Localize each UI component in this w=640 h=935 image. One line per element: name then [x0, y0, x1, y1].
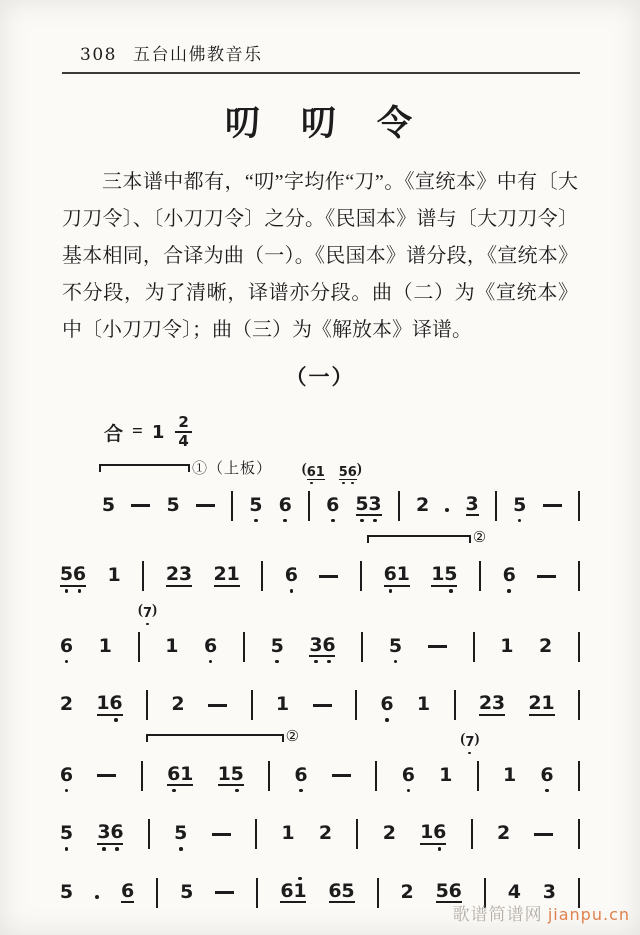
- watermark-site-name: 歌谱简谱网: [452, 905, 543, 924]
- barline: [375, 756, 377, 795]
- jianpu-note: 7: [465, 730, 474, 759]
- measure-row: [60, 557, 580, 599]
- tonic-number: 1: [151, 421, 165, 443]
- low-octave-dot: [389, 589, 393, 593]
- grace-notes: ( 7 ): [138, 601, 157, 630]
- jianpu-note: 6: [204, 627, 217, 669]
- dash-note: [428, 627, 447, 666]
- low-octave-dot: [373, 519, 377, 523]
- dash-note: [543, 486, 562, 525]
- measure-row: [60, 627, 580, 669]
- barline: [377, 873, 379, 912]
- dash-note: [97, 756, 116, 795]
- annotation-layer: [60, 731, 580, 756]
- jianpu-note: 1 6: [420, 815, 446, 857]
- low-octave-dot: [65, 847, 69, 851]
- low-octave-dot: [146, 623, 149, 626]
- low-octave-dot: [438, 847, 442, 851]
- equals-sign: =: [132, 421, 143, 442]
- score: [60, 461, 580, 915]
- grace-notes: ( 7 ): [460, 730, 479, 759]
- barline: [138, 627, 140, 666]
- annotation-layer: [60, 529, 580, 557]
- low-octave-dot: [385, 718, 389, 722]
- measure-row: [60, 686, 580, 728]
- jianpu-note: 4: [507, 880, 521, 903]
- low-octave-dot: [545, 789, 549, 793]
- barline: [308, 486, 310, 525]
- augmentation-dot: [95, 873, 99, 912]
- jianpu-note: 2 1: [213, 563, 240, 585]
- dash-note: [196, 486, 215, 525]
- barline: [141, 756, 143, 795]
- jianpu-note: 5: [101, 493, 116, 516]
- watermark-site-url: jianpu.cn: [547, 905, 630, 924]
- barline: [356, 815, 358, 854]
- phrase-bracket: [146, 729, 301, 745]
- annotation-layer: [60, 602, 580, 627]
- jianpu-note: 6: [540, 756, 553, 798]
- jianpu-note: 5: [166, 493, 180, 516]
- barline: [231, 486, 233, 525]
- low-octave-dot: [65, 789, 69, 793]
- section-label: （一）: [285, 365, 355, 389]
- low-octave-dot: [407, 789, 411, 793]
- barline: [454, 686, 456, 725]
- barline: [471, 815, 473, 854]
- grace-notes: ( 6 1 5 6 ): [302, 460, 362, 489]
- dash-note: [131, 486, 150, 525]
- jianpu-note: 2: [382, 822, 396, 844]
- low-octave-dot: [310, 482, 313, 485]
- jianpu-note: 3 6: [97, 815, 123, 857]
- barline: [148, 815, 150, 854]
- low-octave-dot: [351, 482, 354, 485]
- barline: [495, 486, 497, 525]
- score-line: [60, 731, 580, 798]
- jianpu-note: 2: [415, 493, 430, 516]
- barline: [398, 486, 400, 525]
- low-octave-dot: [275, 660, 279, 664]
- barline: [477, 756, 479, 795]
- dash-note: [332, 756, 351, 795]
- phrase-bracket: [99, 461, 273, 477]
- jianpu-note: 6 1: [384, 557, 410, 599]
- jianpu-note: 5: [271, 627, 284, 669]
- barline: [578, 627, 580, 666]
- barline: [255, 815, 257, 854]
- low-octave-dot: [254, 519, 258, 523]
- jianpu-note: 2: [318, 822, 333, 844]
- jianpu-note: 2: [59, 693, 74, 715]
- jianpu-note: 1: [502, 763, 517, 786]
- jianpu-note: 1: [107, 564, 121, 586]
- jianpu-note: 1 6: [97, 686, 123, 728]
- jianpu-note: 5 6: [60, 557, 86, 599]
- annotation-layer: [60, 461, 580, 486]
- key-name: 合: [104, 423, 124, 445]
- jianpu-note: 5: [60, 815, 73, 857]
- jianpu-note: 2: [400, 880, 414, 903]
- dash-note: [215, 873, 234, 912]
- header-rule: [62, 72, 580, 74]
- barline: [578, 756, 580, 795]
- dash-note: [212, 815, 231, 854]
- barline: [473, 627, 475, 666]
- low-octave-dot: [314, 660, 318, 664]
- key-signature: [104, 415, 640, 449]
- jianpu-note: 6: [60, 756, 73, 798]
- barline: [243, 627, 245, 666]
- barline: [268, 756, 270, 795]
- bracket-label: ②: [285, 729, 301, 745]
- low-octave-dot: [114, 718, 118, 722]
- jianpu-note: 6: [295, 756, 308, 798]
- jianpu-note: 5: [59, 880, 74, 903]
- low-octave-dot: [209, 660, 213, 664]
- jianpu-note: 1: [281, 822, 295, 844]
- measure-row: [60, 486, 580, 528]
- jianpu-note: 3 6: [309, 627, 335, 669]
- jianpu-note: 5: [513, 486, 526, 528]
- jianpu-note: 6 1: [280, 873, 306, 915]
- book-title: 五台山佛教音乐: [132, 45, 263, 64]
- barline: [256, 873, 258, 912]
- barline: [251, 686, 253, 725]
- jianpu-note: 1: [439, 763, 453, 786]
- jianpu-note: 6 5: [328, 879, 355, 902]
- jianpu-note: 2: [539, 634, 553, 657]
- jianpu-note: 1 5: [431, 557, 457, 599]
- dash-note: [534, 815, 553, 854]
- watermark: [453, 900, 630, 925]
- jianpu-note: 5 3: [356, 486, 382, 528]
- jianpu-note: 6: [326, 486, 339, 528]
- low-octave-dot: [115, 847, 119, 851]
- low-octave-dot: [102, 847, 106, 851]
- low-octave-dot: [78, 589, 82, 593]
- measure-row: [60, 756, 580, 798]
- bracket-label: ②: [472, 529, 488, 546]
- low-octave-dot: [468, 752, 471, 755]
- page-header: [0, 0, 640, 65]
- jianpu-note: 1: [98, 634, 112, 657]
- jianpu-note: 2 1: [528, 692, 555, 714]
- low-octave-dot: [65, 660, 69, 664]
- annotation-layer: [60, 673, 580, 686]
- jianpu-note: 2 3: [478, 692, 506, 714]
- jianpu-note: 5 6: [435, 879, 462, 902]
- score-line: [60, 461, 580, 528]
- phrase-bracket: [367, 529, 488, 546]
- jianpu-note: 6: [402, 756, 415, 798]
- jianpu-note: 5: [180, 880, 194, 903]
- intro-paragraph: 三本谱中都有，“叨”字均作“刀”。《宣统本》中有〔大刀刀令〕、〔小刀刀令〕之分。《民国本》谱与〔大刀刀令〕基本相同，合译为曲（一）。《民国本》谱分段，《宣统本》不分段，为了清晰，译谱亦分段。曲（二）为《宣统本》中〔小刀刀令〕；曲（三）为《解放本》译谱。: [62, 171, 578, 341]
- barline: [142, 557, 144, 596]
- jianpu-note: 6 1: [307, 460, 325, 489]
- barline: [360, 557, 362, 596]
- low-octave-dot: [235, 789, 239, 793]
- low-octave-dot: [172, 789, 176, 793]
- jianpu-note: 5 6: [339, 460, 357, 489]
- score-line: [60, 673, 580, 728]
- measure-row: [60, 815, 580, 857]
- low-octave-dot: [283, 519, 287, 523]
- low-octave-dot: [290, 589, 294, 593]
- low-octave-dot: [360, 519, 364, 523]
- low-octave-dot: [449, 589, 453, 593]
- meter-fraction: [175, 415, 191, 449]
- jianpu-note: 5: [389, 627, 402, 669]
- jianpu-note: 6: [60, 627, 73, 669]
- barline: [578, 557, 580, 596]
- jianpu-note: 3: [465, 492, 479, 515]
- meter-numerator: 2: [175, 415, 191, 433]
- barline: [479, 557, 481, 596]
- barline: [261, 557, 263, 596]
- jianpu-note: 6: [381, 686, 394, 728]
- jianpu-note: 1: [416, 693, 431, 715]
- augmentation-dot: [445, 486, 449, 525]
- piece-title: 叨 叨 令: [224, 104, 415, 143]
- jianpu-note: 5: [174, 815, 187, 857]
- low-octave-dot: [327, 660, 331, 664]
- barline: [578, 486, 580, 525]
- barline: [578, 815, 580, 854]
- jianpu-note: 1: [165, 634, 179, 657]
- jianpu-note: 7: [143, 601, 152, 630]
- low-octave-dot: [342, 482, 345, 485]
- dash-note: [208, 686, 227, 725]
- annotation-layer: [60, 860, 580, 873]
- jianpu-note: 2 3: [165, 563, 193, 585]
- low-octave-dot: [518, 519, 522, 523]
- barline: [156, 873, 158, 912]
- low-octave-dot: [179, 847, 183, 851]
- bracket-label: ①（上板）: [192, 461, 273, 477]
- barline: [361, 627, 363, 666]
- dash-note: [319, 557, 338, 596]
- low-octave-dot: [331, 519, 335, 523]
- jianpu-note: 3: [542, 880, 556, 903]
- jianpu-note: 2: [496, 822, 511, 844]
- jianpu-note: 1: [500, 634, 514, 657]
- score-line: [59, 529, 580, 599]
- barline: [355, 686, 357, 725]
- score-line: [60, 602, 580, 669]
- low-octave-dot: [394, 660, 398, 664]
- jianpu-note: 6 1: [167, 756, 193, 798]
- jianpu-note: 2: [171, 693, 185, 715]
- jianpu-note: 1 5: [218, 756, 244, 798]
- annotation-layer: [60, 802, 580, 815]
- barline: [578, 686, 580, 725]
- page-number: 308: [80, 45, 117, 65]
- jianpu-note: 6: [285, 557, 298, 599]
- score-line: [60, 802, 580, 857]
- low-octave-dot: [507, 589, 511, 593]
- jianpu-note: 6: [503, 557, 516, 599]
- jianpu-note: 6: [121, 879, 135, 902]
- jianpu-note: 5: [249, 486, 262, 528]
- jianpu-note: 6: [279, 486, 292, 528]
- meter-denominator: 4: [178, 432, 189, 450]
- low-octave-dot: [299, 789, 303, 793]
- dash-note: [313, 686, 332, 725]
- dash-note: [537, 557, 556, 596]
- barline: [146, 686, 148, 725]
- low-octave-dot: [65, 589, 69, 593]
- jianpu-note: 1: [275, 693, 290, 715]
